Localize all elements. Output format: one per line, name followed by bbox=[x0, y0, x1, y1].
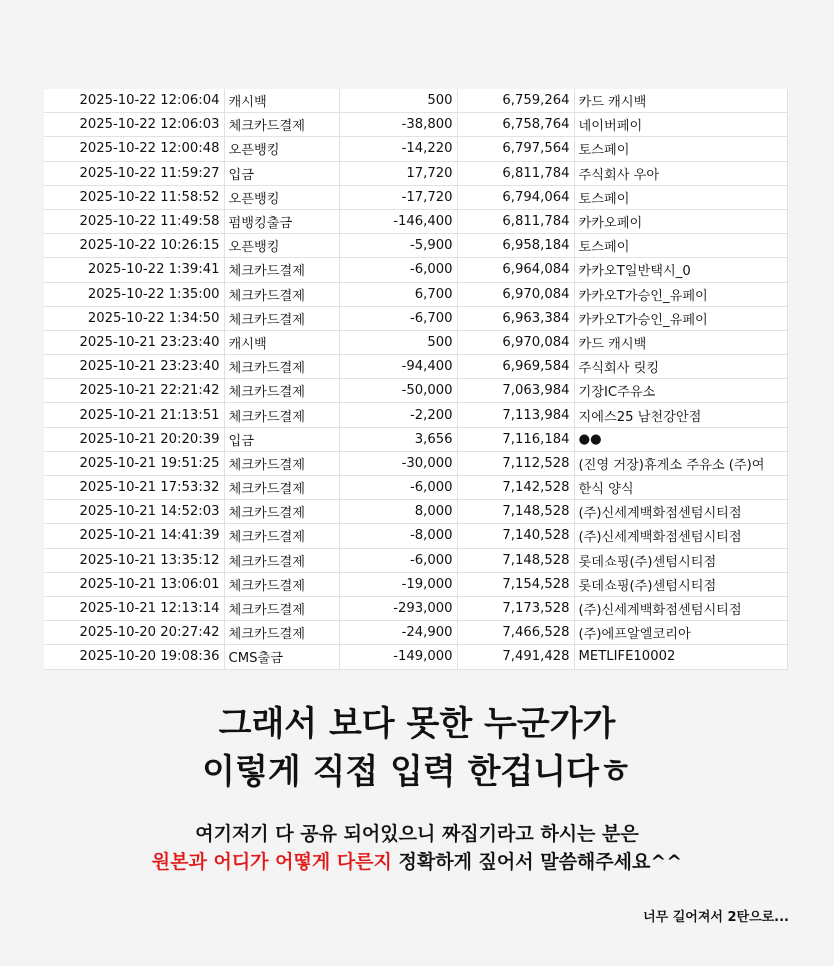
cell-amount: -14,220 bbox=[339, 137, 457, 161]
cell-datetime: 2025-10-22 1:39:41 bbox=[44, 258, 224, 282]
cell-amount: -6,700 bbox=[339, 306, 457, 330]
cell-balance: 7,148,528 bbox=[457, 548, 574, 572]
cell-datetime: 2025-10-20 20:27:42 bbox=[44, 621, 224, 645]
cell-datetime: 2025-10-21 17:53:32 bbox=[44, 476, 224, 500]
table-row bbox=[44, 161, 787, 185]
table-row bbox=[44, 500, 787, 524]
footnote: 너무 길어져서 2탄으로... bbox=[643, 910, 789, 925]
cell-datetime: 2025-10-22 11:59:27 bbox=[44, 161, 224, 185]
cell-type: 오픈뱅킹 bbox=[224, 185, 339, 209]
table-row bbox=[44, 234, 787, 258]
cell-amount: -24,900 bbox=[339, 621, 457, 645]
cell-type: 입금 bbox=[224, 427, 339, 451]
cell-memo: 네이버페이 bbox=[574, 113, 787, 137]
cell-type: 입금 bbox=[224, 161, 339, 185]
subtext-line-2 bbox=[0, 848, 834, 876]
cell-balance: 6,970,084 bbox=[457, 330, 574, 354]
table-row bbox=[44, 548, 787, 572]
table-row bbox=[44, 209, 787, 233]
cell-type: 체크카드결제 bbox=[224, 548, 339, 572]
cell-datetime: 2025-10-21 21:13:51 bbox=[44, 403, 224, 427]
cell-memo: (주)신세계백화점센텀시티점 bbox=[574, 500, 787, 524]
cell-memo: 카카오T가승인_유페이 bbox=[574, 306, 787, 330]
cell-balance: 6,958,184 bbox=[457, 234, 574, 258]
cell-memo: (주)신세계백화점센텀시티점 bbox=[574, 596, 787, 620]
cell-datetime: 2025-10-22 11:49:58 bbox=[44, 209, 224, 233]
headline-line-1: 그래서 보다 못한 누군가가 bbox=[218, 704, 616, 744]
cell-type: 체크카드결제 bbox=[224, 621, 339, 645]
table-row bbox=[44, 258, 787, 282]
cell-datetime: 2025-10-22 12:06:04 bbox=[44, 89, 224, 113]
cell-memo: 카드 캐시백 bbox=[574, 89, 787, 113]
cell-amount: -94,400 bbox=[339, 355, 457, 379]
cell-amount: 500 bbox=[339, 89, 457, 113]
cell-datetime: 2025-10-21 20:20:39 bbox=[44, 427, 224, 451]
cell-type: 체크카드결제 bbox=[224, 596, 339, 620]
table-row bbox=[44, 572, 787, 596]
cell-datetime: 2025-10-22 12:00:48 bbox=[44, 137, 224, 161]
cell-amount: -50,000 bbox=[339, 379, 457, 403]
cell-amount: 3,656 bbox=[339, 427, 457, 451]
cell-datetime: 2025-10-21 12:13:14 bbox=[44, 596, 224, 620]
cell-type: 체크카드결제 bbox=[224, 500, 339, 524]
cell-memo: 토스페이 bbox=[574, 234, 787, 258]
cell-balance: 6,797,564 bbox=[457, 137, 574, 161]
cell-amount: -38,800 bbox=[339, 113, 457, 137]
cell-type: 캐시백 bbox=[224, 330, 339, 354]
cell-memo: 토스페이 bbox=[574, 185, 787, 209]
cell-datetime: 2025-10-22 1:35:00 bbox=[44, 282, 224, 306]
cell-type: 체크카드결제 bbox=[224, 258, 339, 282]
cell-balance: 7,491,428 bbox=[457, 645, 574, 669]
cell-type: 체크카드결제 bbox=[224, 113, 339, 137]
cell-balance: 6,964,084 bbox=[457, 258, 574, 282]
cell-type: 체크카드결제 bbox=[224, 572, 339, 596]
cell-memo: (주)에프알엘코리아 bbox=[574, 621, 787, 645]
cell-datetime: 2025-10-22 11:58:52 bbox=[44, 185, 224, 209]
cell-balance: 6,811,784 bbox=[457, 209, 574, 233]
cell-amount: 17,720 bbox=[339, 161, 457, 185]
cell-memo: ●● bbox=[574, 427, 787, 451]
cell-amount: 8,000 bbox=[339, 500, 457, 524]
cell-balance: 7,113,984 bbox=[457, 403, 574, 427]
cell-balance: 7,140,528 bbox=[457, 524, 574, 548]
cell-balance: 7,063,984 bbox=[457, 379, 574, 403]
cell-amount: -17,720 bbox=[339, 185, 457, 209]
table-row bbox=[44, 596, 787, 620]
cell-memo: 롯데쇼핑(주)센텀시티점 bbox=[574, 548, 787, 572]
cell-memo: 주식회사 우아 bbox=[574, 161, 787, 185]
cell-memo: 기장IC주유소 bbox=[574, 379, 787, 403]
cell-memo: (진영 거장)휴게소 주유소 (주)여 bbox=[574, 451, 787, 475]
table-row bbox=[44, 89, 787, 113]
cell-amount: -149,000 bbox=[339, 645, 457, 669]
table-row bbox=[44, 451, 787, 475]
cell-datetime: 2025-10-22 1:34:50 bbox=[44, 306, 224, 330]
cell-amount: -5,900 bbox=[339, 234, 457, 258]
cell-balance: 7,112,528 bbox=[457, 451, 574, 475]
table-row bbox=[44, 524, 787, 548]
cell-type: 오픈뱅킹 bbox=[224, 234, 339, 258]
table-row bbox=[44, 621, 787, 645]
cell-amount: 6,700 bbox=[339, 282, 457, 306]
cell-memo: 주식회사 릿킹 bbox=[574, 355, 787, 379]
cell-balance: 6,759,264 bbox=[457, 89, 574, 113]
cell-balance: 6,970,084 bbox=[457, 282, 574, 306]
cell-balance: 7,154,528 bbox=[457, 572, 574, 596]
cell-datetime: 2025-10-22 12:06:03 bbox=[44, 113, 224, 137]
table-row bbox=[44, 645, 787, 669]
cell-memo: 토스페이 bbox=[574, 137, 787, 161]
cell-datetime: 2025-10-21 23:23:40 bbox=[44, 355, 224, 379]
cell-balance: 7,116,184 bbox=[457, 427, 574, 451]
table-row bbox=[44, 185, 787, 209]
cell-memo: 카카오T가승인_유페이 bbox=[574, 282, 787, 306]
transaction-table bbox=[44, 89, 788, 670]
table-row bbox=[44, 306, 787, 330]
cell-memo: 카카오T일반택시_0 bbox=[574, 258, 787, 282]
spreadsheet bbox=[44, 89, 787, 670]
cell-datetime: 2025-10-20 19:08:36 bbox=[44, 645, 224, 669]
cell-type: 오픈뱅킹 bbox=[224, 137, 339, 161]
cell-datetime: 2025-10-21 14:41:39 bbox=[44, 524, 224, 548]
cell-datetime: 2025-10-21 14:52:03 bbox=[44, 500, 224, 524]
cell-balance: 7,148,528 bbox=[457, 500, 574, 524]
cell-type: 체크카드결제 bbox=[224, 451, 339, 475]
cell-type: 체크카드결제 bbox=[224, 379, 339, 403]
cell-memo: 카카오페이 bbox=[574, 209, 787, 233]
cell-amount: -8,000 bbox=[339, 524, 457, 548]
cell-type: 체크카드결제 bbox=[224, 476, 339, 500]
cell-datetime: 2025-10-21 19:51:25 bbox=[44, 451, 224, 475]
cell-memo: 한식 양식 bbox=[574, 476, 787, 500]
table-row bbox=[44, 379, 787, 403]
cell-amount: -19,000 bbox=[339, 572, 457, 596]
cell-type: 체크카드결제 bbox=[224, 403, 339, 427]
cell-datetime: 2025-10-21 22:21:42 bbox=[44, 379, 224, 403]
table-row bbox=[44, 476, 787, 500]
cell-amount: -6,000 bbox=[339, 258, 457, 282]
cell-balance: 6,811,784 bbox=[457, 161, 574, 185]
table-row bbox=[44, 427, 787, 451]
cell-amount: -30,000 bbox=[339, 451, 457, 475]
cell-balance: 6,794,064 bbox=[457, 185, 574, 209]
subtext-highlight: 원본과 어디가 어떻게 다른지 bbox=[151, 851, 392, 873]
cell-type: 캐시백 bbox=[224, 89, 339, 113]
table-row bbox=[44, 113, 787, 137]
table-row bbox=[44, 330, 787, 354]
cell-balance: 7,142,528 bbox=[457, 476, 574, 500]
cell-memo: (주)신세계백화점센텀시티점 bbox=[574, 524, 787, 548]
cell-balance: 7,173,528 bbox=[457, 596, 574, 620]
cell-balance: 6,758,764 bbox=[457, 113, 574, 137]
cell-memo: 지에스25 남천강안점 bbox=[574, 403, 787, 427]
table-row bbox=[44, 403, 787, 427]
cell-type: 체크카드결제 bbox=[224, 282, 339, 306]
cell-datetime: 2025-10-21 13:06:01 bbox=[44, 572, 224, 596]
table-row bbox=[44, 355, 787, 379]
cell-type: 체크카드결제 bbox=[224, 524, 339, 548]
cell-datetime: 2025-10-22 10:26:15 bbox=[44, 234, 224, 258]
cell-type: 펌뱅킹출금 bbox=[224, 209, 339, 233]
subtext-line-1: 여기저기 다 공유 되어있으니 짜집기라고 하시는 분은 bbox=[195, 823, 639, 845]
cell-balance: 6,969,584 bbox=[457, 355, 574, 379]
headline-line-2: 이렇게 직접 입력 한겁니다ㅎ bbox=[202, 752, 632, 792]
subtext-rest: 정확하게 짚어서 말씀해주세요^^ bbox=[391, 851, 683, 873]
cell-datetime: 2025-10-21 23:23:40 bbox=[44, 330, 224, 354]
cell-datetime: 2025-10-21 13:35:12 bbox=[44, 548, 224, 572]
cell-amount: 500 bbox=[339, 330, 457, 354]
cell-amount: -2,200 bbox=[339, 403, 457, 427]
cell-amount: -6,000 bbox=[339, 476, 457, 500]
cell-balance: 7,466,528 bbox=[457, 621, 574, 645]
cell-memo: 롯데쇼핑(주)센텀시티점 bbox=[574, 572, 787, 596]
table-row bbox=[44, 137, 787, 161]
cell-memo: 카드 캐시백 bbox=[574, 330, 787, 354]
cell-type: 체크카드결제 bbox=[224, 355, 339, 379]
cell-amount: -146,400 bbox=[339, 209, 457, 233]
cell-amount: -6,000 bbox=[339, 548, 457, 572]
cell-balance: 6,963,384 bbox=[457, 306, 574, 330]
cell-memo: METLIFE10002 bbox=[574, 645, 787, 669]
cell-type: CMS출금 bbox=[224, 645, 339, 669]
table-row bbox=[44, 282, 787, 306]
cell-type: 체크카드결제 bbox=[224, 306, 339, 330]
cell-amount: -293,000 bbox=[339, 596, 457, 620]
